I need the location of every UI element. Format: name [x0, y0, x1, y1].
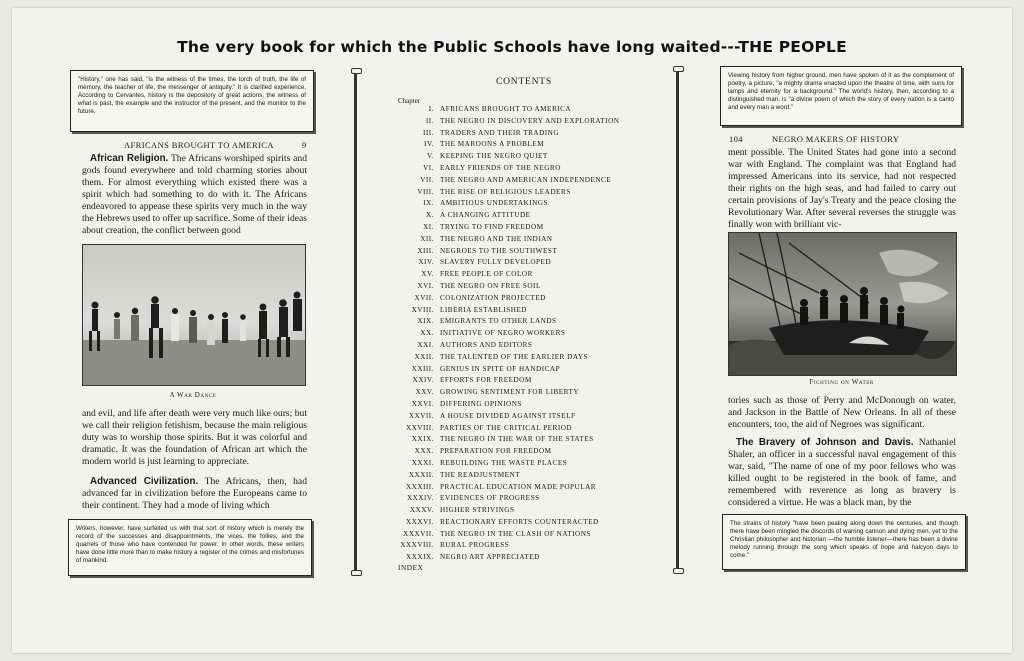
right-vertical-rule [676, 68, 679, 572]
chapter-number: XXXII. [408, 470, 434, 479]
right-quote-box: Viewing history from higher ground, men have spoken of it as the complement of poetry, a picture, "a mighty drama enacted upon the theatre of time, with suns for lamps and eternity for a background." The world's history, then, according to a distinguished man, is "a divine poem of which the story of every nation is a canto and every man a word." [720, 66, 962, 126]
contents-chapter-item [392, 257, 662, 269]
war-dance-photo [82, 244, 306, 386]
left-para1-heading: African Religion. [90, 153, 169, 164]
chapter-title: REBUILDING THE WASTE PLACES [440, 458, 568, 467]
chapter-title: THE NEGRO AND AMERICAN INDEPENDENCE [440, 175, 612, 184]
chapter-number: XXXVII. [403, 529, 434, 538]
chapter-number: XXXVI. [406, 517, 434, 526]
chapter-title: FREE PEOPLE OF COLOR [440, 270, 533, 279]
chapter-number: II. [425, 116, 434, 125]
chapter-number: XII. [420, 234, 434, 243]
right-bottom-box: The strains of history "have been pealing along down the centuries, and though there have been mingled the discords of warring cannon and dying men, yet to the Christian philosopher and historian —the humble listener—there has been a divine melody running through the song which speaks of hope and halcyon days to come." [722, 514, 966, 570]
chapter-number: XIII. [417, 246, 434, 255]
left-paragraph-1 [82, 153, 307, 237]
contents-chapter-item [392, 328, 662, 340]
chapter-title: PREPARATION FOR FREEDOM [440, 447, 552, 456]
left-para1-text: The Africans worshiped spirits and gods found everywhere and told charming stories about them. For almost everything which existed there was a spirit which had something to do with it. The Africans endeavored to appease these spirits very much in the way the Hebrews used to offer up sacrifice. Some of their ideas about creation, the conflict between good [82, 153, 307, 236]
war-dance-image [83, 245, 305, 385]
contents-chapter-item [392, 540, 662, 552]
right-paragraph-3 [728, 437, 956, 509]
headline: The very book for which the Public Schools have long waited---THE PEOPLE [177, 38, 847, 56]
contents-chapter-item [392, 364, 662, 376]
chapter-number: XXXI. [411, 458, 434, 467]
right-paragraph-1: ment possible. The United States had gone into a second war with England. The complaint was that England had impressed Americans into its service, had not respected their rights on the high seas, and had failed to carry out certain provisions of Jay's Treaty and the peace closing the Revolutionary War. After several reverses the struggle was finally won with brilliant vic- [728, 147, 956, 230]
contents-chapter-item [392, 139, 662, 151]
chapter-number: XI. [423, 222, 434, 231]
chapter-number: III. [423, 128, 434, 137]
chapter-number: V. [426, 152, 434, 161]
chapter-title: INITIATIVE OF NEGRO WORKERS [440, 329, 566, 338]
chapter-title: COLONIZATION PROJECTED [440, 293, 546, 302]
contents-chapter-item [392, 163, 662, 175]
chapter-title: A HOUSE DIVIDED AGAINST ITSELF [440, 411, 576, 420]
contents-chapter-item [392, 104, 662, 116]
contents-list [392, 104, 662, 564]
contents-title: CONTENTS [495, 77, 552, 87]
chapter-number: XXVIII. [405, 423, 434, 432]
chapter-title: THE NEGRO IN THE WAR OF THE STATES [440, 435, 594, 444]
chapter-number: VIII. [417, 187, 434, 196]
right-photo-caption: Fighting on Water [809, 378, 874, 386]
left-para3-heading: Advanced Civilization. [90, 476, 199, 487]
contents-chapter-item [392, 246, 662, 258]
contents-chapter-item [392, 175, 662, 187]
chapter-number: XXIX. [411, 435, 434, 444]
chapter-number: XXXV. [409, 506, 434, 515]
chapter-title: THE NEGRO ON FREE SOIL [440, 281, 541, 290]
chapter-number: IV. [424, 140, 434, 149]
right-para3-heading: The Bravery of Johnson and Davis. [736, 437, 914, 448]
right-page-number: 104 [729, 134, 743, 144]
chapter-title: THE MAROONS A PROBLEM [440, 140, 545, 149]
contents-chapter-item [392, 151, 662, 163]
chapter-number: XXVII. [408, 411, 434, 420]
chapter-number: VI. [423, 163, 434, 172]
chapter-number: XXI. [417, 340, 434, 349]
chapter-title: THE TALENTED OF THE EARLIER DAYS [440, 352, 589, 361]
contents-chapter-item [392, 470, 662, 482]
chapter-number: XXV. [415, 388, 434, 397]
contents-chapter-item [392, 210, 662, 222]
chapter-label: Chapter [398, 97, 421, 105]
chapter-number: XVII. [414, 293, 434, 302]
contents-chapter-item [392, 316, 662, 328]
naval-battle-image [729, 233, 956, 375]
contents-chapter-item [392, 128, 662, 140]
contents-chapter-item [392, 340, 662, 352]
contents-chapter-item [392, 446, 662, 458]
contents-chapter-item [392, 187, 662, 199]
chapter-number: XXXVIII. [400, 541, 434, 550]
chapter-title: THE NEGRO IN THE CLASH OF NATIONS [440, 529, 591, 538]
contents-chapter-item [392, 234, 662, 246]
chapter-title: TRYING TO FIND FREEDOM [440, 222, 544, 231]
chapter-title: REACTIONARY EFFORTS COUNTERACTED [440, 517, 599, 526]
chapter-title: KEEPING THE NEGRO QUIET [440, 152, 548, 161]
contents-chapter-item [392, 269, 662, 281]
chapter-number: X. [426, 211, 434, 220]
contents-index-label: INDEX [398, 564, 424, 572]
chapter-title: SLAVERY FULLY DEVELOPED [440, 258, 552, 267]
chapter-title: PARTIES OF THE CRITICAL PERIOD [440, 423, 573, 432]
left-photo-caption: A War Dance [169, 391, 217, 399]
chapter-number: XXXIV. [406, 494, 434, 503]
contents-chapter-item [392, 352, 662, 364]
left-para3-text: The Africans, then, had advanced far in civilization before the Europeans came to their continent. They had a mode of living which [82, 476, 307, 511]
chapter-title: THE RISE OF RELIGIOUS LEADERS [440, 187, 571, 196]
chapter-title: HIGHER STRIVINGS [440, 506, 515, 515]
contents-chapter-item [392, 493, 662, 505]
contents-chapter-item [392, 529, 662, 541]
chapter-number: XV. [421, 270, 434, 279]
contents-chapter-item [392, 552, 662, 564]
left-running-head: AFRICANS BROUGHT TO AMERICA [124, 140, 274, 150]
chapter-title: NEGRO ART APPRECIATED [440, 553, 540, 562]
contents-chapter-item [392, 505, 662, 517]
contents-chapter-item [392, 198, 662, 210]
chapter-title: GENIUS IN SPITE OF HANDICAP [440, 364, 561, 373]
left-vertical-rule [354, 70, 357, 574]
left-bottom-box: Writers, however, have surfeited us with that sort of history which is merely the record of the successes and disappointments, the vices, the follies, and the quarrels of those who have contended for power. In other words, these writers have done little more than to make history a register of the crimes and misfortunes of mankind. [68, 519, 312, 576]
contents-chapter-item [392, 375, 662, 387]
chapter-title: THE NEGRO AND THE INDIAN [440, 234, 553, 243]
chapter-number: XIV. [418, 258, 434, 267]
chapter-number: XXX. [414, 447, 434, 456]
chapter-title: AMBITIOUS UNDERTAKINGS [440, 199, 549, 208]
chapter-number: XXXIII. [405, 482, 434, 491]
chapter-title: AUTHORS AND EDITORS [440, 340, 533, 349]
chapter-number: XX. [420, 329, 434, 338]
contents-chapter-item [392, 482, 662, 494]
right-paragraph-2: tories such as those of Perry and McDonough on water, and Jackson in the Battle of New Orleans. In all of these encounters, too, the aid of Negroes was significant. [728, 395, 956, 430]
chapter-number: IX. [423, 199, 434, 208]
right-para3-text: Nathaniel Shaler, an officer in a successful naval engagement of this war, said, "The name of one of my poor fellows who was killed ought to be registered in the book of fame, and remembered with reverence as long as bravery is considered a virtue. He was a black man, by the [728, 437, 956, 508]
left-page-number: 9 [302, 140, 307, 150]
chapter-number: XXVI. [411, 399, 434, 408]
contents-chapter-item [392, 434, 662, 446]
left-paragraph-2: and evil, and life after death were very much like ours; but we call their religion fetishism, because the main religious duty was to worship those spirits. But it was colorful and dramatic. It was the foundation of African art which the modern world is just learning to appreciate. [82, 408, 307, 467]
chapter-title: THE READJUSTMENT [440, 470, 521, 479]
left-quote-box: "History," one has said, "is the witness of the times, the torch of truth, the life of memory, the teacher of life, the messenger of antiquity." It is clarified experience. According to Cervantes, history is the depository of great actions, the witness of what is past, the example and the instructor of the present, and the monitor to the future. [70, 70, 314, 132]
contents-chapter-item [392, 399, 662, 411]
chapter-title: RURAL PROGRESS [440, 541, 510, 550]
contents-chapter-item [392, 281, 662, 293]
chapter-title: NEGROES TO THE SOUTHWEST [440, 246, 558, 255]
chapter-number: XXIII. [411, 364, 434, 373]
fighting-on-water-photo [728, 232, 957, 376]
contents-chapter-item [392, 387, 662, 399]
chapter-number: XVIII. [411, 305, 434, 314]
left-paragraph-3 [82, 476, 307, 512]
contents-chapter-item [392, 458, 662, 470]
chapter-number: XIX. [417, 317, 434, 326]
chapter-number: XXIV. [412, 376, 434, 385]
contents-chapter-item [392, 423, 662, 435]
chapter-title: GROWING SENTIMENT FOR LIBERTY [440, 388, 580, 397]
chapter-title: DIFFERING OPINIONS [440, 399, 522, 408]
chapter-title: EFFORTS FOR FREEDOM [440, 376, 532, 385]
chapter-title: THE NEGRO IN DISCOVERY AND EXPLORATION [440, 116, 620, 125]
chapter-title: A CHANGING ATTITUDE [440, 211, 531, 220]
chapter-number: XVI. [417, 281, 434, 290]
chapter-title: AFRICANS BROUGHT TO AMERICA [440, 105, 572, 113]
contents-chapter-item [392, 305, 662, 317]
contents-chapter-item [392, 116, 662, 128]
chapter-number: I. [428, 105, 434, 113]
chapter-number: XXII. [414, 352, 434, 361]
chapter-title: EARLY FRIENDS OF THE NEGRO [440, 163, 561, 172]
contents-chapter-item [392, 517, 662, 529]
chapter-title: TRADERS AND THEIR TRADING [440, 128, 560, 137]
chapter-title: EVIDENCES OF PROGRESS [440, 494, 540, 503]
chapter-number: XXXIX. [406, 553, 434, 562]
chapter-title: EMIGRANTS TO OTHER LANDS [440, 317, 557, 326]
chapter-number: VII. [420, 175, 434, 184]
right-running-head: NEGRO MAKERS OF HISTORY [772, 134, 900, 144]
contents-chapter-item [392, 293, 662, 305]
contents-chapter-item [392, 222, 662, 234]
chapter-title: PRACTICAL EDUCATION MADE POPULAR [440, 482, 597, 491]
contents-chapter-item [392, 411, 662, 423]
chapter-title: LIBERIA ESTABLISHED [440, 305, 527, 314]
